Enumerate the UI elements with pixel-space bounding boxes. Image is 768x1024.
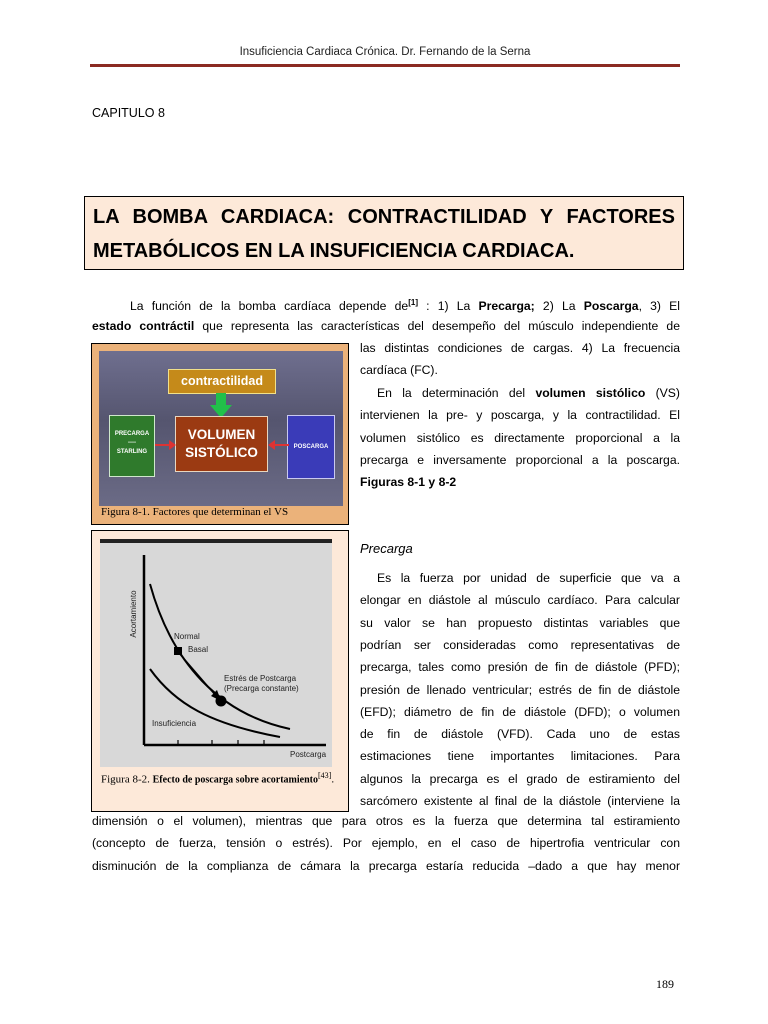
intro-line-1 xyxy=(130,292,680,317)
precarga-line: dimensión o el volumen), mientras que para otros es la fuerza que determina tal estiramiento xyxy=(92,814,680,828)
precarga-box xyxy=(109,415,155,477)
header-rule xyxy=(90,64,680,67)
y-axis-label: Acortamiento xyxy=(129,590,138,638)
center-box-line-1: VOLUMEN xyxy=(187,427,256,442)
precarga-line: estimaciones tiene importantes limitaciones. Para xyxy=(360,749,680,764)
figure-8-1 xyxy=(91,343,349,525)
insufficiency-label: Insuficiencia xyxy=(152,719,197,728)
precarga-line: podrían ser consideradas como representativas de xyxy=(360,637,680,652)
precarga-line: (EFD); diámetro de fin de diástole (DFD); o volumen xyxy=(360,704,680,719)
intro-line-2 xyxy=(92,315,680,337)
basal-point-marker xyxy=(174,647,182,655)
precarga-line: disminución de la complianza de cámara la precarga estaría reducida –dado a que hay menor xyxy=(92,858,680,873)
stress-point-marker xyxy=(216,696,227,707)
intro-text: que representa las características del desempeño del músculo independiente de xyxy=(194,319,680,333)
stress-label-line-1: Estrés de Postcarga xyxy=(224,674,297,683)
left-box-line-2: ---- xyxy=(128,440,136,446)
intro-text: , 3) El xyxy=(638,299,680,314)
left-box-line-1: PRECARGA xyxy=(114,431,150,437)
normal-curve xyxy=(150,584,290,729)
page-number: 189 xyxy=(656,977,674,991)
caption-end: . xyxy=(331,773,335,786)
precarga-line: sarcómero existente al final de la diástole (interviene la xyxy=(360,794,680,808)
term-precarga: Precarga; xyxy=(478,299,535,314)
left-arrow-icon xyxy=(267,439,289,451)
right-arrow-icon xyxy=(155,439,177,451)
vs-line-3: volumen sistólico es directamente proporcional a la xyxy=(360,431,680,445)
chapter-title-box xyxy=(84,196,684,270)
x-axis-label: Postcarga xyxy=(290,750,327,759)
left-box-line-3: STARLING xyxy=(116,449,148,455)
chapter-title-line-1: LA BOMBA CARDIACA: CONTRACTILIDAD Y FACTORES xyxy=(93,206,675,228)
vs-line-2: intervienen la pre- y poscarga, y la contractilidad. El xyxy=(360,408,680,422)
precarga-line: elongar en diástole al músculo cardíaco. Para calcular xyxy=(360,593,680,608)
term-poscarga: Poscarga xyxy=(583,299,639,314)
afterload-curve-graph xyxy=(100,539,332,767)
term-estado-contractil: estado contráctil xyxy=(92,319,195,333)
precarga-heading: Precarga xyxy=(360,541,413,556)
contractility-label: contractilidad xyxy=(168,369,276,394)
vs-line-4: precarga e inversamente proporcional a la poscarga. xyxy=(360,453,680,467)
vs-text: (VS) xyxy=(645,386,680,400)
intro-line-3: las distintas condiciones de cargas. 4) La frecuencia xyxy=(360,341,680,355)
intro-text: La función de la bomba cardíaca depende de xyxy=(130,299,409,314)
basal-label: Basal xyxy=(188,645,209,654)
normal-label: Normal xyxy=(174,632,200,641)
figure-8-1-diagram xyxy=(99,351,343,506)
intro-line-4: cardíaca (FC). xyxy=(360,363,438,377)
chapter-title-line-2: METABÓLICOS EN LA INSUFICIENCIA CARDIACA. xyxy=(93,240,575,262)
figure-8-2-plot xyxy=(100,539,332,767)
reference-marker: [1] xyxy=(408,298,418,307)
figures-reference: Figuras 8-1 y 8-2 xyxy=(360,475,457,489)
afterload-stress-arrow xyxy=(179,653,217,697)
figure-8-2 xyxy=(91,530,349,812)
figure-8-2-caption xyxy=(101,771,334,786)
intro-text: : 1) La xyxy=(426,299,479,314)
plot-top-border xyxy=(100,539,332,543)
running-header: Insuficiencia Cardiaca Crónica. Dr. Fernando de la Serna xyxy=(239,46,531,58)
term-volumen-sistolico: volumen sistólico xyxy=(535,386,646,400)
precarga-line: su valor se han propuesto distintas variables que xyxy=(360,615,680,630)
volumen-sistolico-box xyxy=(175,416,268,472)
precarga-line: de fin de diástole (VFD). Cada uno de estas xyxy=(360,727,680,742)
reference-marker: [43] xyxy=(317,771,332,780)
vs-line-1 xyxy=(377,382,680,404)
center-box-line-2: SISTÓLICO xyxy=(185,445,258,460)
precarga-line: Es la fuerza por unidad de superficie que va a xyxy=(377,571,680,585)
precarga-line: presión de llenado ventricular; estrés de fin de diástole xyxy=(360,682,680,697)
precarga-line: (concepto de fuerza, tensión o estrés). Por ejemplo, en el caso de hipertrofia ventricular con xyxy=(92,836,680,851)
intro-text: 2) La xyxy=(542,299,584,314)
precarga-line: precarga, tales como presión de fin de diástole (PFD); xyxy=(360,660,680,675)
vs-text: En la determinación del xyxy=(377,386,536,400)
figure-8-1-caption: Figura 8-1. Factores que determinan el VS xyxy=(101,506,289,518)
precarga-line: algunos la precarga es el grado de estiramiento del xyxy=(360,771,680,786)
caption-text: Efecto de poscarga sobre acortamiento xyxy=(152,774,318,786)
caption-prefix: Figura 8-2. xyxy=(101,773,153,786)
stress-label-line-2: (Precarga constante) xyxy=(224,684,299,693)
poscarga-box: POSCARGA xyxy=(287,415,335,479)
chapter-label: CAPITULO 8 xyxy=(92,106,165,120)
